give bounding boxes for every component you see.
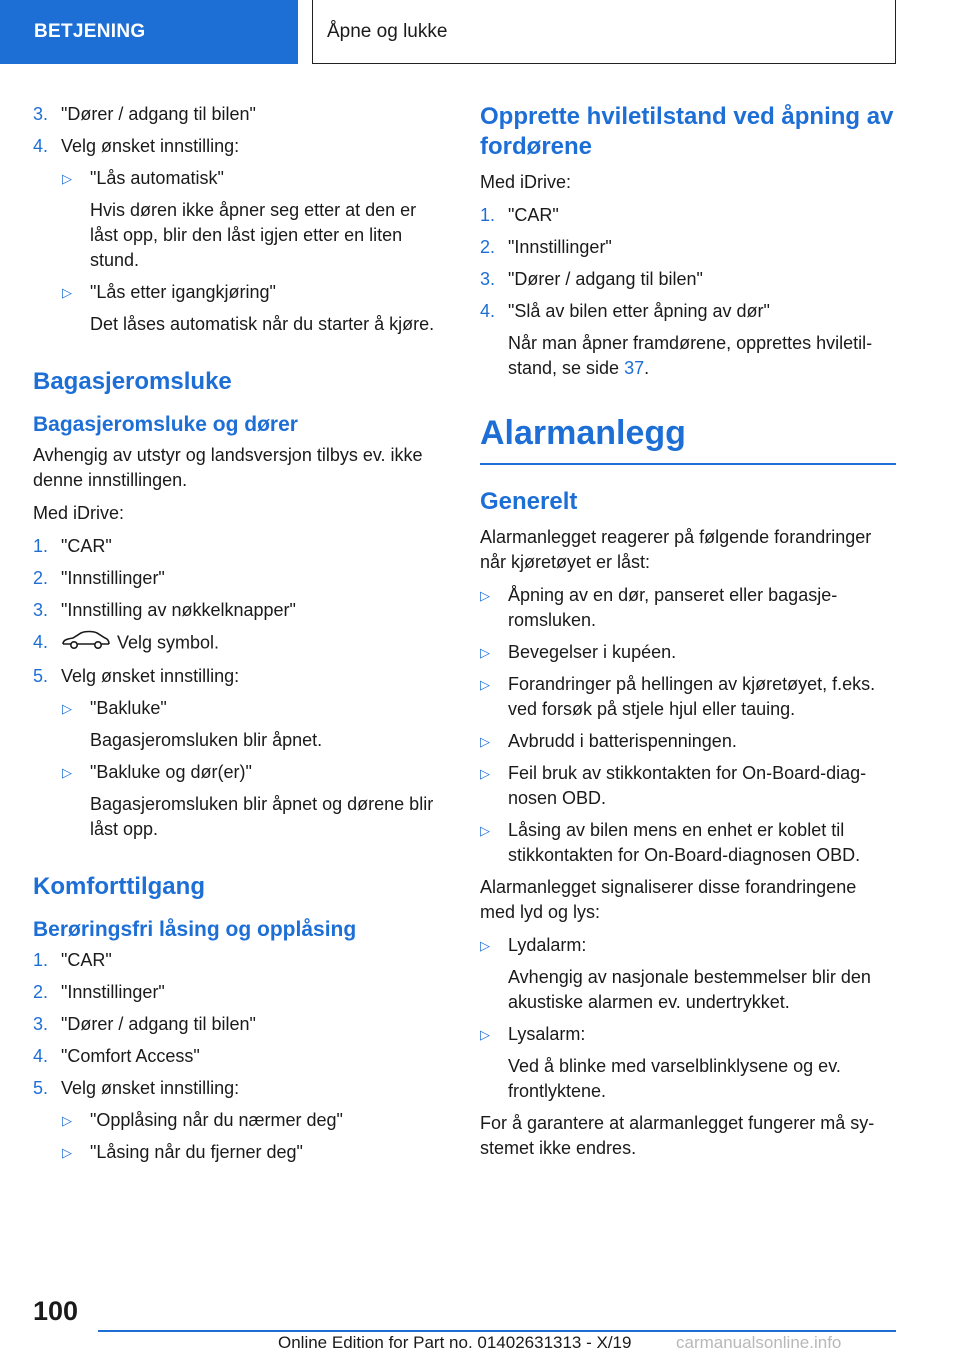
bullet-item: ▷ Lysalarm:	[480, 1022, 896, 1047]
sub-item-desc: Bagasjeromsluken blir åpnet.	[90, 730, 323, 750]
subheading-bagasjeromsluke-dorer: Bagasjeromsluke og dører	[33, 413, 298, 436]
section-tab: BETJENING	[0, 0, 298, 64]
sub-item: ▷ "Opplåsing når du nærmer deg"	[33, 1108, 445, 1133]
sub-item: ▷ "Bakluke og dør(er)"	[33, 760, 445, 785]
paragraph: Med iDrive:	[480, 172, 572, 192]
paragraph: Alarmanlegget reagerer på følgende forandringer når kjøretøyet er låst:	[480, 526, 872, 572]
bullet-item: ▷ Forandringer på hellingen av kjøretøyet, f.eks. ved forsøk på stjele hjul eller tauing.	[480, 673, 876, 719]
page-number: 100	[33, 1296, 79, 1326]
paragraph: Alarmanlegget signaliserer disse forandringene med lyd og lys:	[480, 876, 857, 922]
triangle-right-icon: ▷	[62, 1145, 72, 1160]
paragraph: Med iDrive:	[33, 503, 125, 523]
car-icon	[61, 630, 111, 657]
triangle-right-icon: ▷	[62, 701, 72, 716]
list-item: 2. "Innstillinger"	[33, 982, 165, 1002]
list-item: 5. Velg ønsket innstilling:	[33, 1078, 240, 1098]
paragraph: Avhengig av utstyr og landsversjon tilbys ev. ikke denne innstillingen.	[33, 445, 423, 490]
list-item: 4. Velg ønsket innstilling:	[33, 136, 240, 156]
list-item: 4. "Slå av bilen etter åpning av dør"	[480, 301, 770, 321]
heading-hviletilstand: Opprette hviletilstand ved åpning av fordørene	[480, 103, 894, 160]
list-item: 4. "Comfort Access"	[33, 1046, 200, 1066]
bullet-item: ▷ Feil bruk av stikkontakten for On-Board-diagnosen OBD.	[480, 762, 867, 808]
triangle-right-icon: ▷	[480, 676, 490, 692]
footer-rule	[98, 1330, 896, 1332]
triangle-right-icon: ▷	[62, 1113, 72, 1128]
triangle-right-icon: ▷	[480, 822, 490, 838]
list-item: 3. "Dører / adgang til bilen"	[33, 104, 256, 124]
heading-alarmanlegg: Alarmanlegg	[480, 414, 686, 452]
list-item: 2. "Innstillinger"	[33, 568, 165, 588]
sub-item: ▷ "Bakluke"	[33, 696, 445, 721]
paragraph: For å garantere at alarmanlegget fungerer må systemet ikke endres.	[480, 1112, 875, 1158]
list-item: 3. "Innstilling av nøkkelknapper"	[33, 600, 296, 620]
triangle-right-icon: ▷	[62, 765, 72, 780]
right-column	[480, 102, 896, 1169]
list-item: 1. "CAR"	[480, 205, 559, 225]
bullet-item: ▷ Låsing av bilen mens en enhet er koblet til stikkontakten for On-Board-diagnosen OBD.	[480, 819, 861, 865]
heading-komforttilgang: Komforttilgang	[33, 873, 205, 900]
list-item: 1. "CAR"	[33, 536, 112, 556]
list-item: 1. "CAR"	[33, 950, 112, 970]
bullet-desc: Ved å blinke med varselblinklysene og ev. frontlyktene.	[508, 1055, 841, 1101]
page-link[interactable]: 37	[624, 358, 645, 378]
triangle-right-icon: ▷	[480, 937, 490, 953]
triangle-right-icon: ▷	[62, 285, 72, 300]
sub-item: ▷ "Låsing når du fjerner deg"	[33, 1140, 445, 1165]
heading-rule	[480, 463, 896, 465]
watermark: carmanualsonline.info	[676, 1333, 842, 1352]
triangle-right-icon: ▷	[62, 171, 72, 186]
triangle-right-icon: ▷	[480, 765, 490, 781]
edition-text: Online Edition for Part no. 01402631313 - X/19	[278, 1333, 632, 1352]
left-column	[33, 102, 445, 1172]
list-item: 2. "Innstillinger"	[480, 237, 612, 257]
sub-item-desc: Bagasjeromsluken blir åpnet og dørene blir låst opp.	[90, 794, 434, 839]
bullet-item: ▷ Lydalarm:	[480, 933, 896, 958]
heading-generelt: Generelt	[480, 487, 578, 515]
list-item: 3. "Dører / adgang til bilen"	[33, 1014, 256, 1034]
bullet-item: ▷ Bevegelser i kupéen.	[480, 640, 896, 665]
triangle-right-icon: ▷	[480, 587, 490, 603]
list-item: 4. Velg symbol.	[33, 630, 445, 657]
sub-item-desc: Hvis døren ikke åpner seg etter at den er låst opp, blir den låst igjen etter en liten stund.	[90, 200, 417, 270]
list-item-desc: Når man åpner framdørene, opprettes hviletilstand, se side 37.	[508, 333, 873, 378]
sub-item-desc: Det låses automatisk når du starter å kjøre.	[90, 314, 435, 334]
triangle-right-icon: ▷	[480, 733, 490, 749]
subheading-beroringsfri: Berøringsfri låsing og opplåsing	[33, 918, 357, 941]
list-item: 3. "Dører / adgang til bilen"	[480, 269, 703, 289]
bullet-item: ▷ Åpning av en dør, panseret eller bagasjeromsluken.	[480, 584, 838, 630]
bullet-item: ▷ Avbrudd i batterispenningen.	[480, 729, 896, 754]
chapter-title: Åpne og lukke	[312, 0, 896, 64]
triangle-right-icon: ▷	[480, 644, 490, 660]
triangle-right-icon: ▷	[480, 1026, 490, 1042]
bullet-desc: Avhengig av nasjonale bestemmelser blir den akustiske alarmen ev. undertrykket.	[508, 966, 871, 1012]
heading-bagasjeromsluke: Bagasjeromsluke	[33, 368, 232, 395]
sub-item: ▷ "Lås automatisk"	[33, 166, 445, 191]
sub-item: ▷ "Lås etter igangkjøring"	[33, 280, 445, 305]
list-item: 5. Velg ønsket innstilling:	[33, 666, 240, 686]
